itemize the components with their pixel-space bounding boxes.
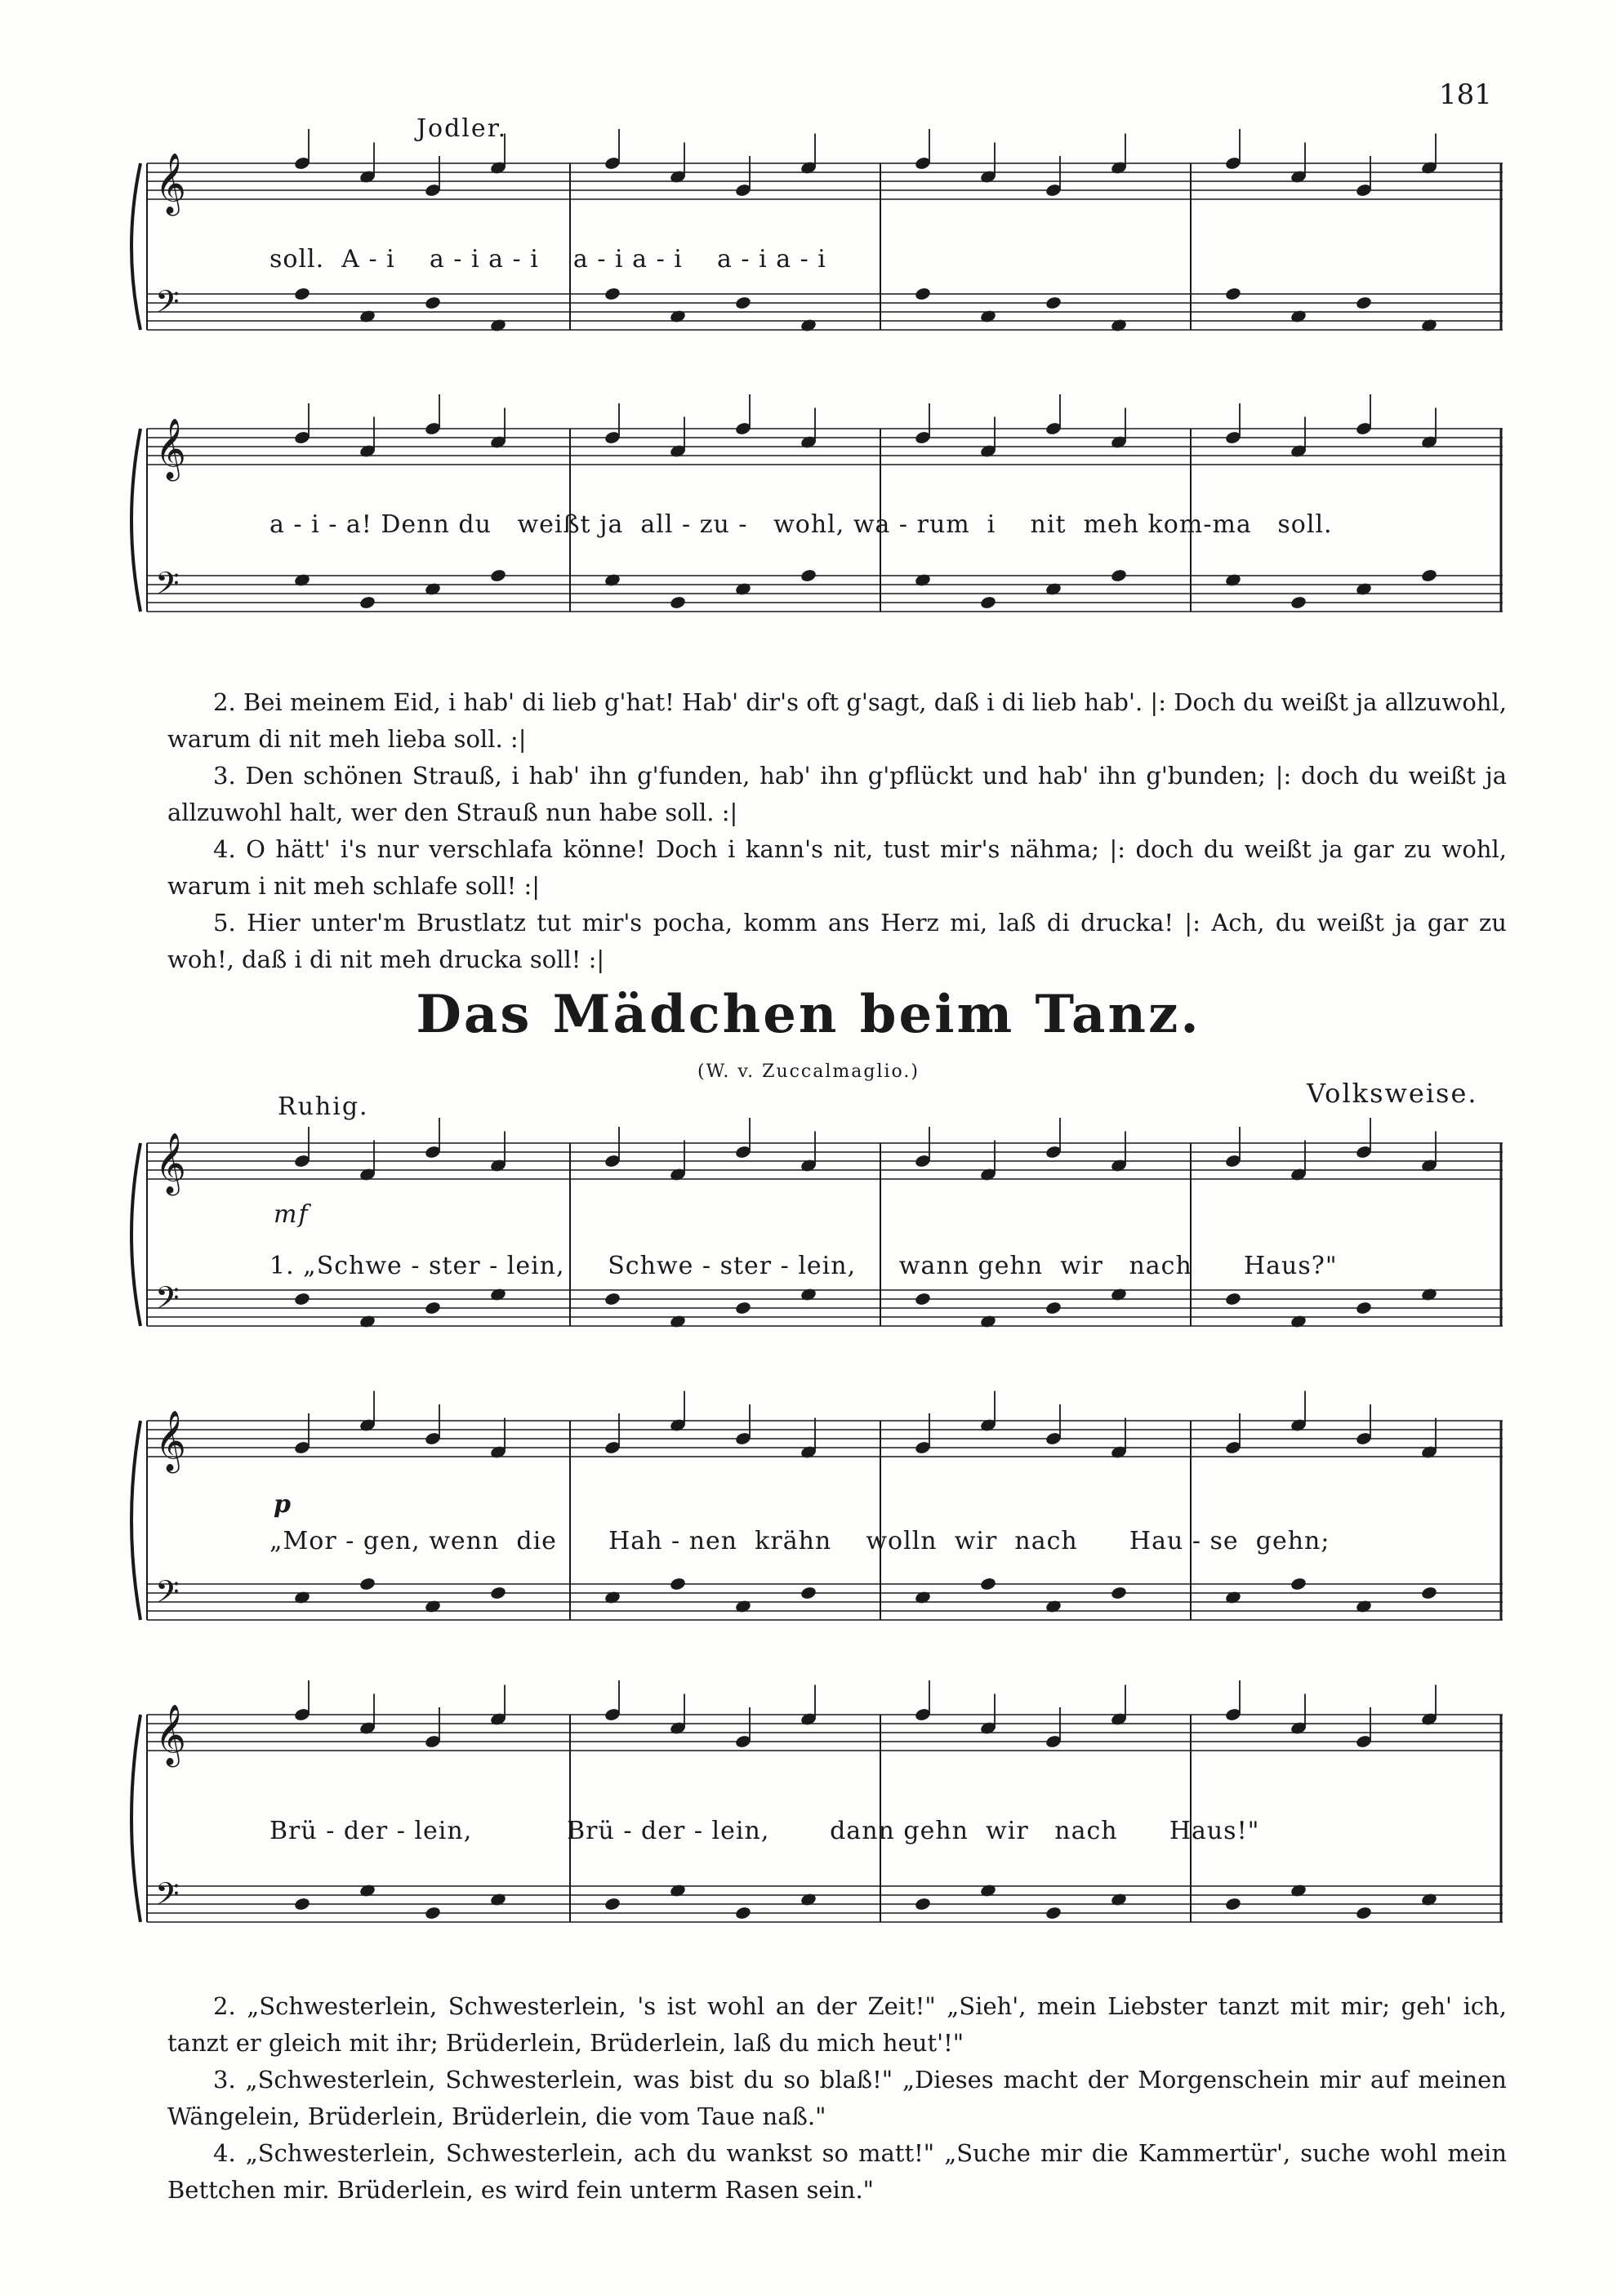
verse-5: 5. Hier unter'm Brustlatz tut mir's pocha, komm ans Herz mi, laß di drucka! |: Ach, du weißt ja gar zu woh!, daß i di nit meh drucka soll! :|	[167, 909, 1507, 973]
note-head	[979, 1883, 996, 1898]
note-head	[669, 595, 686, 610]
note-head	[604, 287, 621, 301]
note-head	[1290, 1577, 1307, 1591]
treble-clef-icon: 𝄞	[155, 1705, 186, 1765]
note-head	[424, 296, 441, 310]
note-head	[669, 309, 686, 323]
staff-brace	[131, 429, 140, 612]
note-head	[1355, 1301, 1372, 1315]
note-head	[1045, 1301, 1062, 1315]
song-lyrics-line-2: „Mor - gen, wenn die Hah - nen krähn wolln wir nach Hau - se gehn;	[270, 1527, 1330, 1555]
bass-clef-icon: 𝄢	[155, 1279, 180, 1324]
note-head	[1224, 1897, 1241, 1911]
note-head	[1110, 318, 1127, 332]
note-head	[1224, 1292, 1241, 1306]
note-head	[604, 572, 621, 587]
note-head	[914, 287, 931, 301]
jodler-lyrics-line-2: a - i - a! Denn du weißt ja all - zu - wohl, wa - rum i nit meh kom-ma soll.	[270, 510, 1333, 539]
note-head	[1290, 309, 1307, 323]
verse-3: 3. Den schönen Strauß, i hab' ihn g'funden, hab' ihn g'pflückt und hab' ihn g'bunden; |: doch du weißt ja allzuwohl halt, wer den Strauß nun habe soll. :|	[167, 762, 1507, 826]
grand-staff-3	[131, 1127, 1503, 1372]
note-head	[1224, 287, 1241, 301]
note-head	[359, 309, 376, 323]
verse-2: 2. Bei meinem Eid, i hab' di lieb g'hat! Hab' dir's oft g'sagt, daß i di lieb hab'. |: Doch du weißt ja allzuwohl, warum di nit meh lieba soll. :|	[167, 688, 1507, 753]
song-title: Das Mädchen beim Tanz.	[416, 984, 1201, 1045]
song-verse-4: 4. „Schwesterlein, Schwesterlein, ach du wankst so matt!" „Suche mir die Kammertür', suche wohl mein Bettchen mir. Brüderlein, es wird fein unterm Rasen sein."	[167, 2139, 1507, 2204]
note-head	[1224, 1590, 1241, 1604]
note-head	[293, 287, 310, 301]
song-lyrics-line-1: 1. „Schwe - ster - lein, Schwe - ster - lein, wann gehn wir nach Haus?"	[270, 1252, 1338, 1280]
dynamic-mf: mf	[274, 1200, 310, 1229]
music-system-3	[131, 1127, 1503, 1372]
note-head	[293, 1897, 310, 1911]
note-head	[489, 1586, 506, 1600]
note-head	[1355, 296, 1372, 310]
note-head	[800, 1892, 817, 1907]
treble-clef-icon: 𝄞	[155, 1133, 186, 1194]
note-head	[489, 318, 506, 332]
note-head	[1420, 1892, 1437, 1907]
note-head	[1045, 581, 1062, 596]
note-head	[1110, 568, 1127, 583]
note-head	[914, 1590, 931, 1604]
treble-clef-icon: 𝄞	[155, 1411, 186, 1471]
note-head	[1290, 1883, 1307, 1898]
note-head	[979, 1577, 996, 1591]
note-head	[1420, 1287, 1437, 1302]
bass-clef-icon: 𝄢	[155, 1876, 180, 1920]
note-head	[800, 1586, 817, 1600]
note-head	[489, 568, 506, 583]
verse-4: 4. O hätt' i's nur verschlafa könne! Doch i kann's nit, tust mir's nähma; |: doch du weißt ja gar zu wohl, warum i nit meh schlafe soll! :|	[167, 835, 1507, 900]
song-lyrics-line-3: Brü - der - lein, Brü - der - lein, dann gehn wir nach Haus!"	[270, 1817, 1260, 1845]
note-head	[669, 1314, 686, 1328]
note-head	[800, 318, 817, 332]
treble-clef-icon: 𝄞	[155, 419, 186, 479]
note-head	[1355, 581, 1372, 596]
treble-clef-icon: 𝄞	[155, 154, 186, 214]
song-verses	[167, 1988, 1507, 2209]
tempo-marking: Ruhig.	[278, 1092, 369, 1121]
note-head	[979, 309, 996, 323]
note-head	[734, 1599, 751, 1613]
jodler-lyrics-line-1: soll. A - i a - i a - i a - i a - i a - i a - i	[270, 245, 826, 274]
note-head	[1224, 572, 1241, 587]
note-head	[734, 1906, 751, 1920]
note-head	[914, 1897, 931, 1911]
note-head	[1355, 1599, 1372, 1613]
note-head	[293, 1590, 310, 1604]
note-head	[1290, 595, 1307, 610]
dynamic-p: p	[274, 1490, 292, 1519]
note-head	[1045, 296, 1062, 310]
note-head	[1045, 1906, 1062, 1920]
note-head	[604, 1897, 621, 1911]
bass-clef-icon: 𝄢	[155, 1573, 180, 1617]
note-head	[1290, 1314, 1307, 1328]
note-head	[734, 1301, 751, 1315]
note-head	[293, 572, 310, 587]
note-head	[359, 1577, 376, 1591]
note-head	[1045, 1599, 1062, 1613]
song-origin: Volksweise.	[1307, 1078, 1478, 1109]
note-head	[293, 1292, 310, 1306]
note-head	[1110, 1586, 1127, 1600]
note-head	[1110, 1892, 1127, 1907]
note-head	[800, 568, 817, 583]
staff-brace	[131, 1715, 140, 1922]
note-head	[424, 1599, 441, 1613]
note-head	[489, 1892, 506, 1907]
note-head	[1420, 318, 1437, 332]
note-head	[489, 1287, 506, 1302]
note-head	[800, 1287, 817, 1302]
page-number: 181	[1439, 78, 1492, 111]
bass-clef-icon: 𝄢	[155, 283, 180, 327]
note-head	[359, 1883, 376, 1898]
note-head	[424, 1906, 441, 1920]
note-head	[1110, 1287, 1127, 1302]
note-head	[604, 1292, 621, 1306]
jodler-verses	[167, 684, 1507, 978]
song-verse-3: 3. „Schwesterlein, Schwesterlein, was bist du so blaß!" „Dieses macht der Morgenschein mir auf meinen Wängelein, Brüderlein, Brüderlein, die vom Taue naß."	[167, 2066, 1507, 2130]
staff-brace	[131, 163, 140, 330]
note-head	[669, 1577, 686, 1591]
song-verse-2: 2. „Schwesterlein, Schwesterlein, 's ist wohl an der Zeit!" „Sieh', mein Liebster tanzt mit mir; geh' ich, tanzt er gleich mit ihr; Brüderlein, Brüderlein, laß du mich heut'!"	[167, 1992, 1507, 2057]
note-head	[359, 595, 376, 610]
note-head	[734, 581, 751, 596]
bass-clef-icon: 𝄢	[155, 565, 180, 609]
note-head	[1355, 1906, 1372, 1920]
note-head	[914, 572, 931, 587]
note-head	[359, 1314, 376, 1328]
note-head	[914, 1292, 931, 1306]
note-head	[604, 1590, 621, 1604]
note-head	[669, 1883, 686, 1898]
note-head	[979, 1314, 996, 1328]
song-author: (W. v. Zuccalmaglio.)	[697, 1061, 920, 1082]
note-head	[979, 595, 996, 610]
staff-brace	[131, 1143, 140, 1326]
staff-brace	[131, 1421, 140, 1620]
note-head	[424, 581, 441, 596]
note-head	[734, 296, 751, 310]
note-head	[1420, 568, 1437, 583]
note-head	[1420, 1586, 1437, 1600]
note-head	[424, 1301, 441, 1315]
section-label-jodler: Jodler.	[416, 114, 508, 143]
